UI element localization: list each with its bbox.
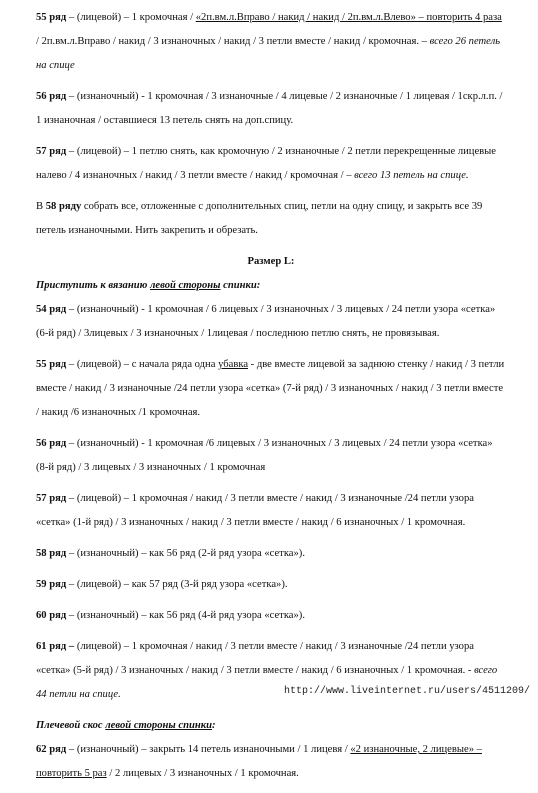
row-54-paragraph: 54 ряд – (изнаночный) - 1 кромочная / 6 лицевых / 3 изнаночных / 3 лицевых / 24 петли узора «сетка» (6-й ряд) / 3лицевых / 3 изнаночных / 1лицевая / последнюю петлю снять, не провязывая.	[36, 304, 496, 339]
row-number: 55 ряд	[36, 12, 67, 23]
row-59-l-paragraph: 59 ряд – (лицевой) – как 57 ряд (3-й ряд узора «сетка»).	[36, 579, 288, 590]
row-55-l-paragraph: 55 ряд – (лицевой) – с начала ряда одна убавка - две вместе лицевой за заднюю стенку / накид / 3 петли вместе / накид / 3 изнаночные /24 петли узора «сетка» (7-й ряд) / 3 изнаночных / накид / 3 петли вместе / накид /6 изнаночных /1 кромочная.	[36, 359, 505, 418]
size-heading: Размер L:	[247, 256, 295, 267]
row-number: 56 ряд	[36, 91, 67, 102]
section-heading-left-side: Приступить к вязанию левой стороны спинки:	[36, 280, 261, 291]
document-page	[36, 6, 506, 793]
row-58-l-paragraph: 58 ряд – (изнаночный) – как 56 ряд (2-й ряд узора «сетка»).	[36, 548, 305, 559]
row-58-paragraph: В 58 ряду собрать все, отложенные с дополнительных спиц, петли на одну спицу, и закрыть все 39 петель изнаночными. Нить закрепить и обрезать.	[36, 201, 483, 236]
row-57-paragraph: 57 ряд – (лицевой) – 1 петлю снять, как кромочную / 2 изнаночные / 2 петли перекрещенные лицевые налево / 4 изнаночных / накид / 3 петли вместе / накид / кромочная / – всего 13 петель на спице.	[36, 146, 496, 181]
section-heading-shoulder: Плечевой скос левой стороны спинки:	[36, 720, 216, 731]
row-62-paragraph: 62 ряд – (изнаночный) – закрыть 14 петель изнаночными / 1 лицевя / «2 изнаночные, 2 лицевые» – повторить 5 раз / 2 лицевых / 3 изнаночных / 1 кромочная.	[36, 744, 482, 779]
row-number: 57 ряд	[36, 146, 67, 157]
watermark-url: http://www.liveinternet.ru/users/4511209/	[283, 686, 530, 697]
row-number: 54 ряд	[36, 304, 67, 315]
row-number: 58 ряду	[45, 201, 82, 212]
row-number: 55 ряд	[36, 359, 67, 370]
row-56-paragraph: 56 ряд – (изнаночный) - 1 кромочная / 3 изнаночные / 4 лицевые / 2 изнаночные / 1 лицевая / 1скр.л.п. / 1 изнаночная / оставшиеся 13 петель снять на доп.спицу.	[36, 91, 503, 126]
row-number: 56 ряд	[36, 438, 67, 449]
row-number: 57 ряд	[36, 493, 67, 504]
row-number: 60 ряд	[36, 610, 67, 621]
row-56-l-paragraph: 56 ряд – (изнаночный) - 1 кромочная /6 лицевых / 3 изнаночных / 3 лицевых / 24 петли узора «сетка» (8-й ряд) / 3 лицевых / 3 изнаночных / 1 кромочная	[36, 438, 493, 473]
row-55-paragraph: 55 ряд – (лицевой) – 1 кромочная / «2п.вм.л.Вправо / накид / накид / 2п.вм.л.Влево» – повторить 4 раза / 2п.вм.л.Вправо / накид / 3 изнаночных / накид / 3 петли вместе / накид / кромочная. – всего 26 петель на спице	[36, 12, 502, 71]
row-60-l-paragraph: 60 ряд – (изнаночный) – как 56 ряд (4-й ряд узора «сетка»).	[36, 610, 305, 621]
row-number: 62 ряд	[36, 744, 67, 755]
row-number: 61 ряд –	[36, 641, 75, 652]
row-number: 58 ряд	[36, 548, 67, 559]
row-61-l-paragraph: 61 ряд – (лицевой) – 1 кромочная / накид / 3 петли вместе / накид / 3 изнаночные /24 петли узора «сетка» (5-й ряд) / 3 изнаночных / накид / 3 петли вместе / накид / 6 изнаночных / 1 кромочная. - всего 44 петли на спице.	[36, 641, 498, 700]
row-number: 59 ряд	[36, 579, 67, 590]
row-57-l-paragraph: 57 ряд – (лицевой) – 1 кромочная / накид / 3 петли вместе / накид / 3 изнаночные /24 петли узора «сетка» (1-й ряд) / 3 изнаночных / накид / 3 петли вместе / накид / 6 изнаночных / 1 кромочная.	[36, 493, 474, 528]
